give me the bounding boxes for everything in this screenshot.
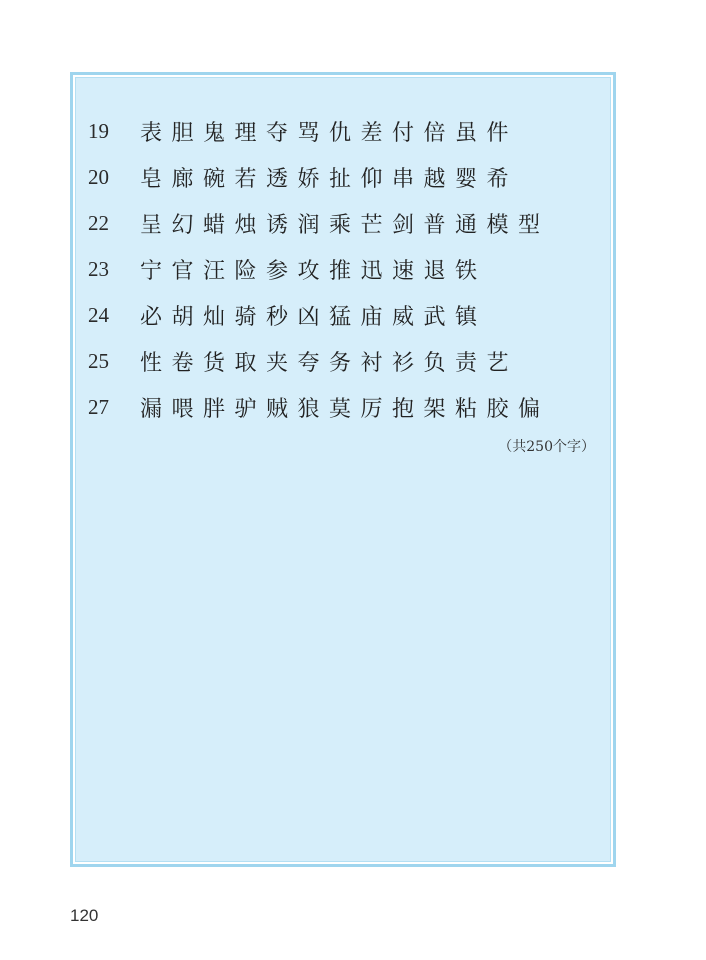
lesson-characters: 漏喂胖驴贼狼莫厉抱架粘胶偏 bbox=[140, 396, 550, 422]
lesson-row bbox=[88, 384, 550, 430]
lesson-number: 23 bbox=[88, 256, 109, 281]
lesson-row bbox=[88, 200, 550, 246]
lesson-number: 20 bbox=[88, 164, 109, 189]
lesson-row bbox=[88, 108, 550, 154]
lesson-row bbox=[88, 292, 550, 338]
lesson-characters: 必胡灿骑秒凶猛庙威武镇 bbox=[140, 304, 487, 330]
lesson-characters: 宁官汪险参攻推迅速退铁 bbox=[140, 258, 487, 284]
total-character-count: （共250个字） bbox=[498, 439, 595, 455]
page-number: 120 bbox=[70, 906, 99, 925]
lesson-characters: 呈幻蜡烛诱润乘芒剑普通模型 bbox=[140, 212, 550, 238]
lesson-number: 22 bbox=[88, 210, 109, 235]
lesson-characters: 表胆鬼理夺骂仇差付倍虽件 bbox=[140, 120, 519, 146]
lesson-number: 25 bbox=[88, 348, 109, 373]
lesson-number: 24 bbox=[88, 302, 109, 327]
lesson-row bbox=[88, 338, 550, 384]
character-list-panel bbox=[70, 72, 616, 867]
lesson-number: 19 bbox=[88, 118, 109, 143]
lesson-row bbox=[88, 246, 550, 292]
lesson-characters: 性卷货取夹夸务衬衫负责艺 bbox=[140, 350, 519, 376]
lesson-rows bbox=[88, 108, 550, 430]
lesson-number: 27 bbox=[88, 394, 109, 419]
lesson-characters: 皂廊碗若透娇扯仰串越婴希 bbox=[140, 166, 519, 192]
lesson-row bbox=[88, 154, 550, 200]
